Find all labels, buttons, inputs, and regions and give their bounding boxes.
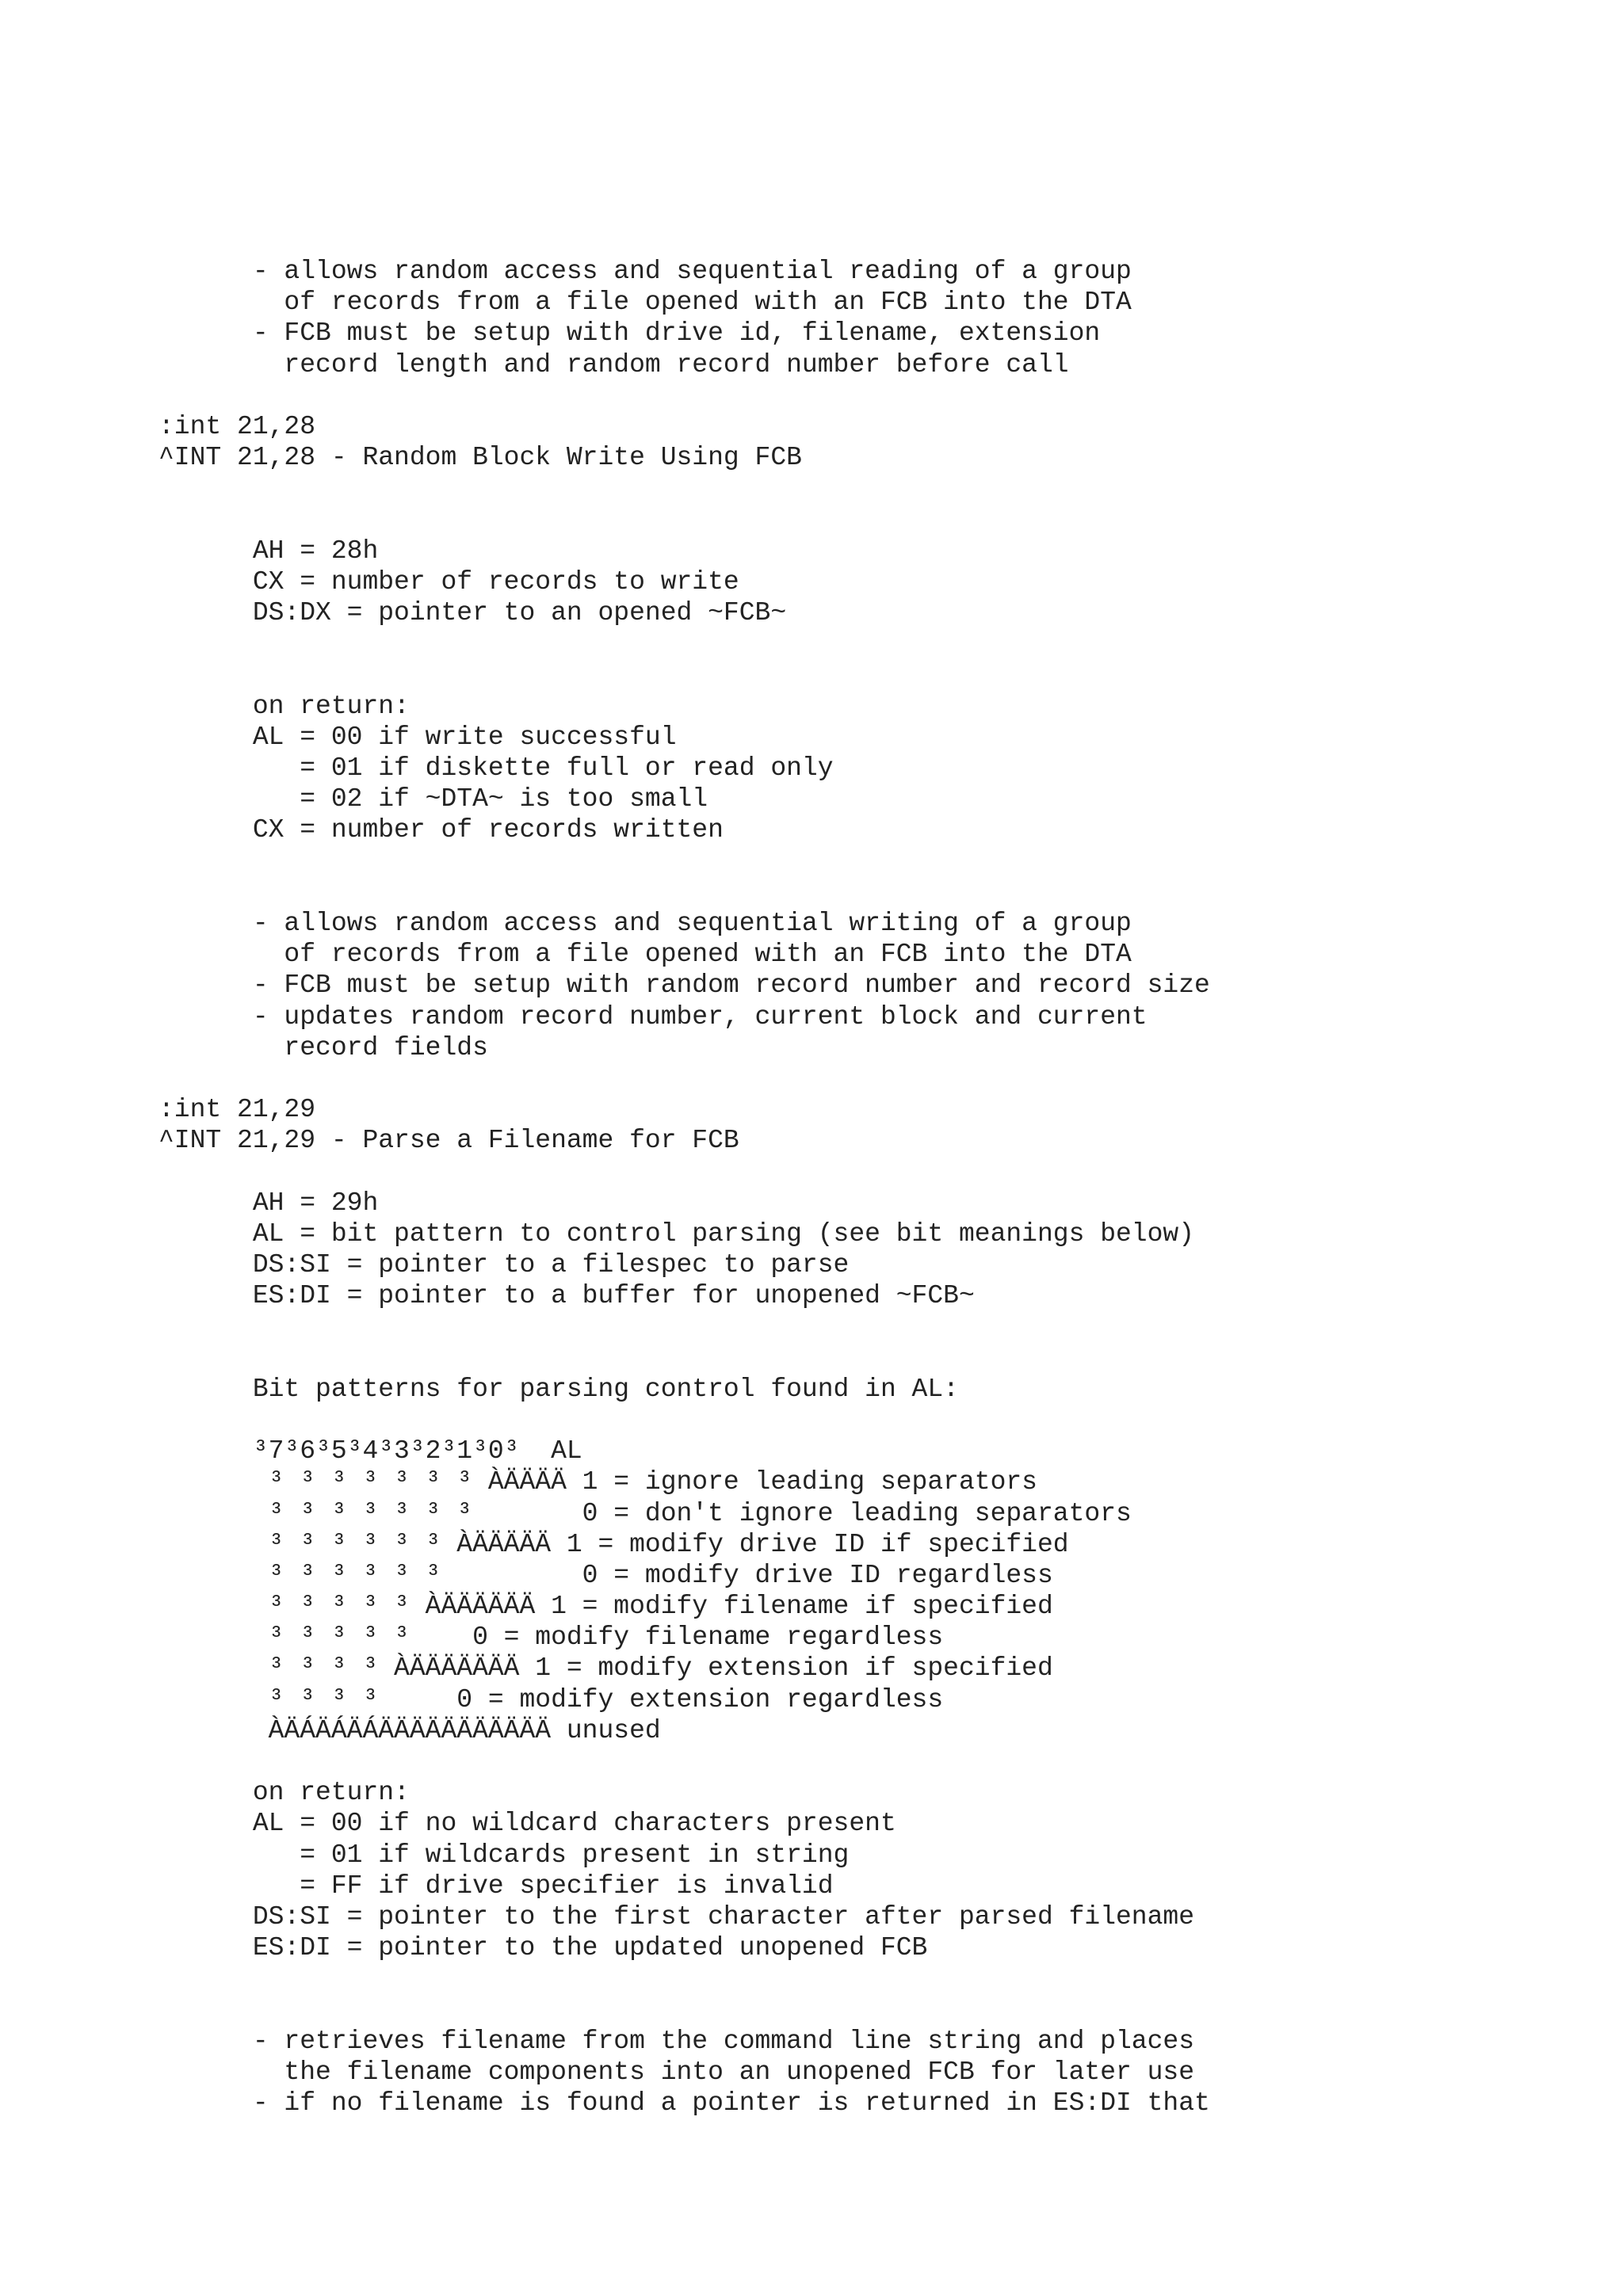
text-line: CX = number of records to write xyxy=(158,566,739,597)
text-line: the filename components into an unopened FCB for later use xyxy=(158,2057,1195,2087)
text-line: of records from a file opened with an FCB into the DTA xyxy=(158,940,1132,970)
text-line: = FF if drive specifier is invalid xyxy=(158,1871,834,1901)
text-line: ³ ³ ³ ³ ³ ÀÄÄÄÄÄÄ 1 = modify filename if specified xyxy=(158,1592,1053,1622)
text-line xyxy=(158,1156,1210,1187)
text-line xyxy=(158,505,1210,536)
text-line: ES:DI = pointer to the updated unopened FCB xyxy=(158,1933,928,1963)
text-line: record fields xyxy=(158,1032,488,1062)
text-line xyxy=(158,1311,1210,1342)
text-line: :int 21,28 xyxy=(158,411,316,441)
text-line xyxy=(158,1343,1210,1374)
text-line: Bit patterns for parsing control found in AL: xyxy=(158,1374,959,1404)
text-line xyxy=(158,659,1210,690)
text-line xyxy=(158,628,1210,659)
text-line: AL = bit pattern to control parsing (see bit meanings below) xyxy=(158,1219,1195,1249)
text-line: ^INT 21,29 - Parse a Filename for FCB xyxy=(158,1126,739,1156)
text-line xyxy=(158,1405,1210,1436)
document-body xyxy=(158,256,1210,2119)
text-line: ³ ³ ³ ³ ÀÄÄÄÄÄÄÄ 1 = modify extension if specified xyxy=(158,1653,1053,1684)
text-line: record length and random record number before call xyxy=(158,349,1069,379)
text-line: - FCB must be setup with random record number and record size xyxy=(158,971,1210,1001)
text-line: - allows random access and sequential writing of a group xyxy=(158,908,1132,938)
text-line: - if no filename is found a pointer is returned in ES:DI that xyxy=(158,2088,1210,2119)
text-line xyxy=(158,877,1210,908)
text-line xyxy=(158,1746,1210,1777)
text-line: ³7³6³5³4³3³2³1³0³ AL xyxy=(158,1436,582,1466)
text-line: ³ ³ ³ ³ ³ ³ ³ ÀÄÄÄÄ 1 = ignore leading separators xyxy=(158,1467,1037,1497)
text-line: CX = number of records written xyxy=(158,815,724,845)
text-line: ³ ³ ³ ³ ³ ³ ÀÄÄÄÄÄ 1 = modify drive ID if specified xyxy=(158,1529,1069,1559)
text-line: - allows random access and sequential reading of a group xyxy=(158,257,1132,286)
text-line: = 01 if diskette full or read only xyxy=(158,753,834,783)
text-line: DS:DX = pointer to an opened ~FCB~ xyxy=(158,598,787,628)
text-line: on return: xyxy=(158,1778,410,1808)
text-line: of records from a file opened with an FCB into the DTA xyxy=(158,288,1132,318)
text-line: ³ ³ ³ ³ 0 = modify extension regardless xyxy=(158,1684,944,1714)
text-line: ^INT 21,28 - Random Block Write Using FCB xyxy=(158,443,802,473)
text-line: - FCB must be setup with drive id, filename, extension xyxy=(158,318,1101,349)
text-line xyxy=(158,1063,1210,1094)
text-line: ³ ³ ³ ³ ³ 0 = modify filename regardless xyxy=(158,1623,944,1653)
text-line xyxy=(158,846,1210,877)
text-line: ÀÄÁÄÁÄÁÄÄÄÄÄÄÄÄÄÄÄ unused xyxy=(158,1715,661,1745)
text-line: = 01 if wildcards present in string xyxy=(158,1840,850,1870)
text-line: - updates random record number, current block and current xyxy=(158,1001,1148,1032)
text-line: AH = 29h xyxy=(158,1188,379,1218)
text-line: ³ ³ ³ ³ ³ ³ ³ 0 = don't ignore leading separators xyxy=(158,1498,1132,1528)
text-line: DS:SI = pointer to the first character after parsed filename xyxy=(158,1901,1195,1932)
text-line: AL = 00 if write successful xyxy=(158,722,677,752)
text-line: = 02 if ~DTA~ is too small xyxy=(158,784,708,814)
text-line xyxy=(158,1995,1210,2026)
text-line: DS:SI = pointer to a filespec to parse xyxy=(158,1250,850,1280)
text-line: ES:DI = pointer to a buffer for unopened ~FCB~ xyxy=(158,1281,975,1311)
text-line xyxy=(158,473,1210,504)
text-line xyxy=(158,1963,1210,1994)
text-line: on return: xyxy=(158,691,410,721)
text-line: AH = 28h xyxy=(158,536,379,566)
text-line: ³ ³ ³ ³ ³ ³ 0 = modify drive ID regardless xyxy=(158,1560,1053,1590)
text-line xyxy=(158,380,1210,411)
text-line: AL = 00 if no wildcard characters present xyxy=(158,1809,896,1839)
text-line: - retrieves filename from the command line string and places xyxy=(158,2026,1195,2056)
text-line: :int 21,29 xyxy=(158,1095,316,1125)
